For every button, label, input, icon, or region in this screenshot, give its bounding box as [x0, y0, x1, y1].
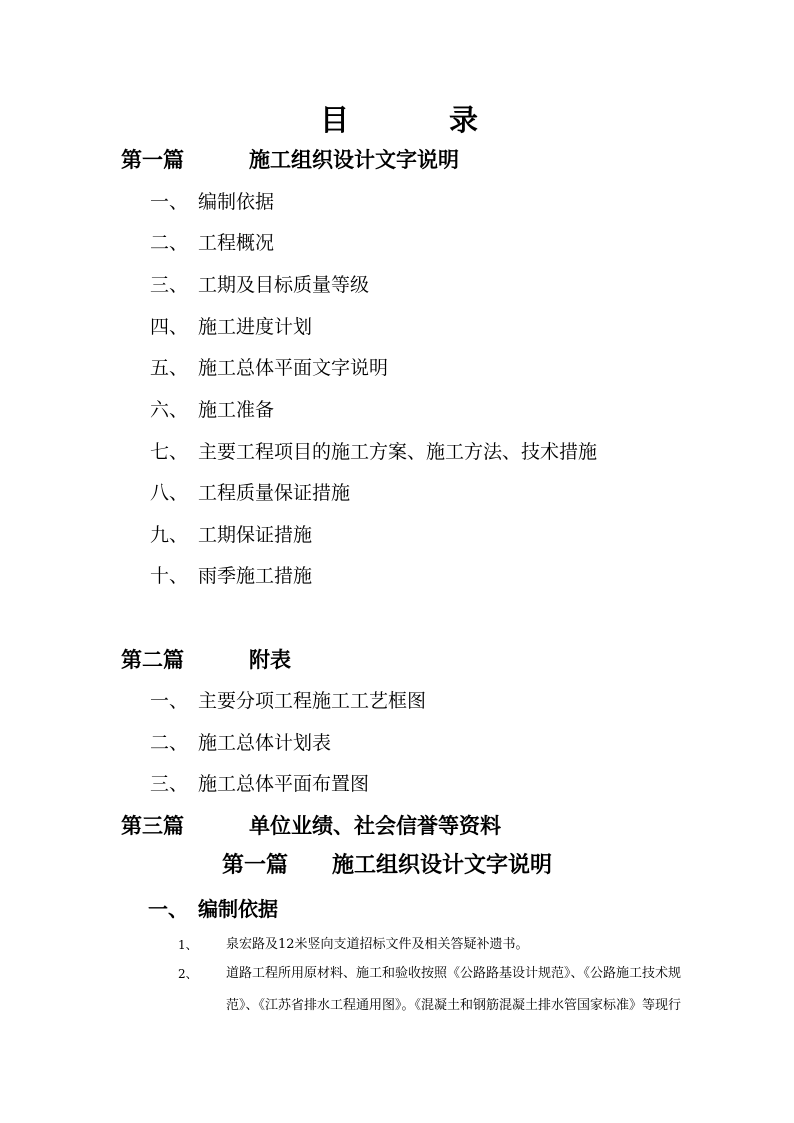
toc-item-text: 主要工程项目的施工方案、施工方法、技术措施: [198, 441, 598, 463]
toc-item-number: 五、: [150, 357, 189, 379]
toc-item-text: 主要分项工程施工工艺框图: [198, 690, 427, 712]
basis-item-number: 2、: [178, 967, 198, 981]
toc-part-1: [121, 145, 459, 175]
toc-item-text: 雨季施工措施: [198, 565, 313, 587]
toc-title-char-2: 录: [449, 103, 479, 137]
toc-part-2-name: 附表: [249, 648, 291, 672]
basis-item-text: 道路工程所用原材料、施工和验收按照《公路路基设计规范》、《公路施工技术规: [226, 966, 682, 981]
toc-item-number: 八、: [150, 482, 189, 504]
toc-item-text: 施工总体计划表: [198, 732, 332, 754]
basis-item-number: 1、: [178, 938, 198, 952]
toc-item: [150, 521, 312, 549]
toc-item: [150, 438, 597, 466]
toc-item: [150, 354, 388, 382]
toc-item: [150, 687, 426, 715]
basis-item-text-continued: 范》、《江苏省排水工程通用图》。《混凝土和钢筋混凝土排水管国家标准》等现行: [226, 998, 682, 1013]
toc-item-number: 四、: [150, 316, 189, 338]
toc-item-number: 十、: [150, 565, 189, 587]
toc-item-text: 施工总体平面布置图: [198, 773, 370, 795]
toc-item-number: 二、: [150, 732, 189, 754]
toc-part-3: [121, 811, 501, 841]
toc-item-text: 施工进度计划: [198, 316, 313, 338]
basis-item-text: 泉宏路及12米竖向支道招标文件及相关答疑补遗书。: [226, 937, 529, 952]
toc-item-number: 九、: [150, 524, 189, 546]
toc-part-1-name: 施工组织设计文字说明: [249, 148, 459, 172]
toc-item: [150, 479, 350, 507]
toc-title-char-1: 目: [320, 103, 350, 137]
toc-item-text: 工程质量保证措施: [198, 482, 351, 504]
toc-part-1-number: 第一篇: [121, 148, 184, 172]
toc-item-number: 一、: [150, 191, 189, 213]
toc-item: [150, 562, 312, 590]
toc-item-number: 二、: [150, 232, 189, 254]
toc-part-3-number: 第三篇: [121, 814, 184, 838]
toc-item: [150, 188, 274, 216]
toc-part-2: [121, 645, 291, 675]
toc-item-number: 六、: [150, 399, 189, 421]
toc-item: [150, 396, 274, 424]
toc-item-number: 三、: [150, 773, 189, 795]
toc-item: [150, 313, 312, 341]
toc-item-text: 工期保证措施: [198, 524, 313, 546]
toc-item: [150, 271, 369, 299]
toc-item-number: 七、: [150, 441, 189, 463]
section-heading-number: 一、: [148, 897, 188, 921]
toc-item: [150, 229, 274, 257]
toc-item: [150, 729, 331, 757]
section-heading-title: 编制依据: [198, 897, 278, 921]
toc-item-text: 工期及目标质量等级: [198, 274, 370, 296]
toc-item-number: 一、: [150, 690, 189, 712]
toc-item-text: 施工准备: [198, 399, 275, 421]
toc-item: [150, 770, 369, 798]
body-heading-name: 施工组织设计文字说明: [332, 853, 553, 878]
toc-part-3-name: 单位业绩、社会信誉等资料: [249, 814, 501, 838]
toc-item-text: 工程概况: [198, 232, 275, 254]
section-heading: [148, 894, 278, 924]
toc-part-2-number: 第二篇: [121, 648, 184, 672]
toc-item-text: 编制依据: [198, 191, 275, 213]
body-heading: [222, 850, 552, 882]
toc-item-text: 施工总体平面文字说明: [198, 357, 389, 379]
toc-item-number: 三、: [150, 274, 189, 296]
body-heading-number: 第一篇: [222, 853, 289, 878]
